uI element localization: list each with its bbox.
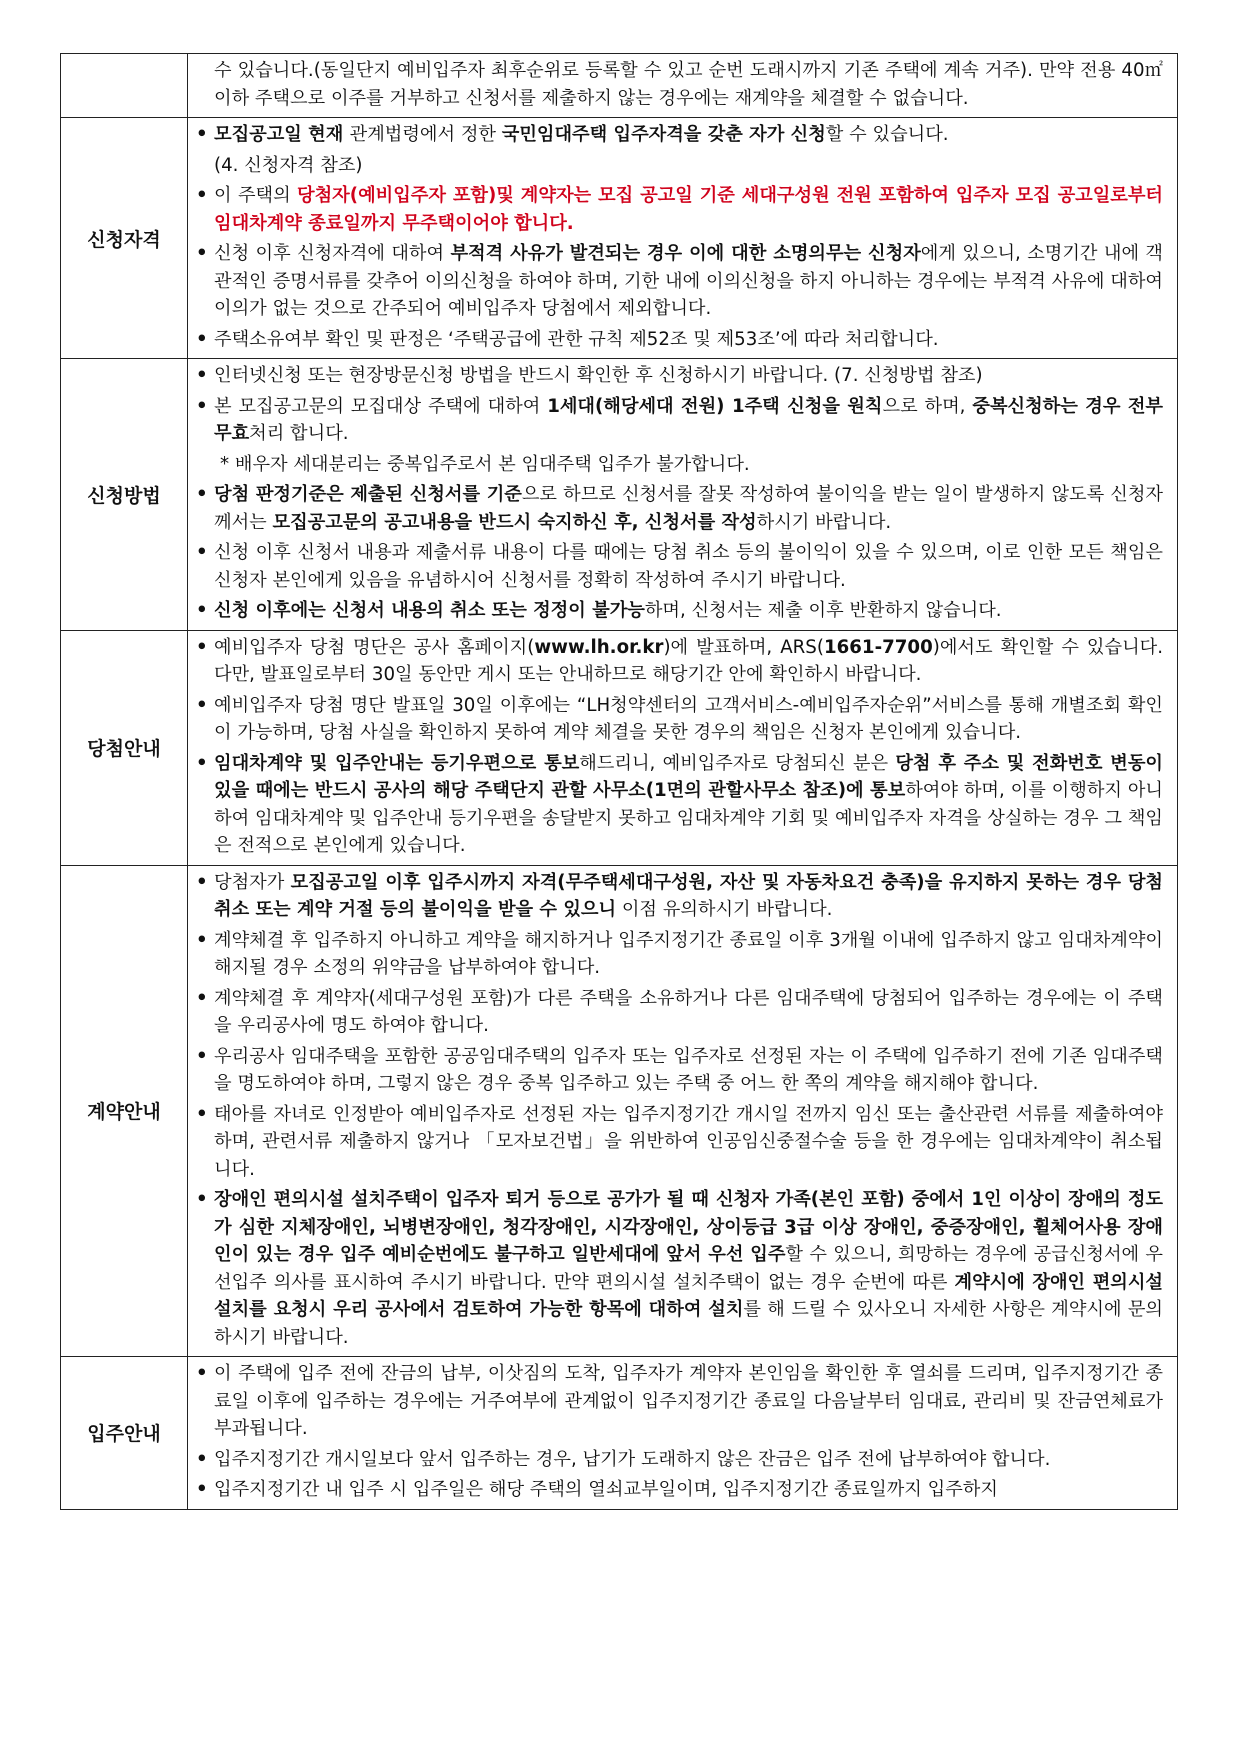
bullet-item [194,1043,1163,1098]
text-segment: 인터넷신청 또는 현장방문신청 방법을 반드시 확인한 후 신청하시기 바랍니다. (7. 신청방법 참조) [214,365,983,386]
text-segment: 하며, 신청서는 제출 이후 반환하지 않습니다. [644,600,1002,621]
text-item [194,152,1163,180]
bullet-item [194,927,1163,982]
text-segment: 신청 이후 신청서 내용과 제출서류 내용이 다를 때에는 당첨 취소 등의 불이익이 있을 수 있으며, 이로 인한 모든 책임은 신청자 본인에게 있음을 유념하시어 신청서를 정확히 작성하여 주시기 바랍니다. [214,542,1163,591]
text-segment: 모집공고일 현재 [214,124,350,145]
text-segment: 수 있습니다.(동일단지 예비입주자 최후순위로 등록할 수 있고 순번 도래시까지 기존 주택에 계속 거주). 만약 전용 40㎡이하 주택으로 이주를 거부하고 신청서를 제출하지 않는 경우에는 재계약을 체결할 수 없습니다. [214,60,1163,109]
text-segment: 태아를 자녀로 인정받아 예비입주자로 선정된 자는 입주지정기간 개시일 전까지 임신 또는 출산관련 서류를 제출하여야 하며, 관련서류 제출하지 않거나 「모자보건법」을 위반하여 인공임신중절수술 등을 한 경우에는 임대차계약이 취소됩니다. [214,1103,1163,1180]
text-segment: 하여야 하며, 이를 이행하지 아니하여 임대차계약 및 입주안내 등기우편을 송달받지 못하고 임대차계약 기회 및 예비입주자 자격을 상실하는 경우 그 책임은 전적으로 본인에게 있습니다. [214,780,1164,856]
notice-table [60,53,1178,1510]
text-segment: 하시기 바랍니다. [756,511,892,533]
text-segment: 계약체결 후 입주하지 아니하고 계약을 해지하거나 입주지정기간 종료일 이후 3개월 이내에 입주하지 않고 임대차계약이 해지될 경우 소정의 위약금을 납부하여야 합니다. [214,929,1163,978]
section-label [61,54,188,118]
bullet-item [194,121,1163,149]
bullet-item [194,393,1163,448]
section-label: 계약안내 [61,865,188,1357]
text-segment: 으로 하며, [882,395,973,417]
text-segment: 1세대(해당세대 전원) 1주택 신청을 원칙 [547,395,883,417]
text-segment: 예비입주자 당첨 명단 발표일 30일 이후에는 “LH청약센터의 고객서비스-예비입주자순위”서비스를 통해 개별조회 확인이 가능하며, 당첨 사실을 확인하지 못하여 계약 체결을 못한 경우의 책임은 신청자 본인에게 있습니다. [214,694,1163,743]
text-segment: )에 발표하며, ARS( [663,636,824,658]
bullet-item [194,1476,1163,1504]
text-segment: 중복신청하는 경우 전부 무효 [214,395,1163,444]
text-segment: 으로 하므로 신청서를 잘못 작성하여 불이익을 받는 일이 발생하지 않도록 신청자께서는 [214,484,1163,533]
text-segment: 신청 이후에는 신청서 내용의 취소 또는 정정이 불가능 [214,600,645,621]
text-segment: 모집공고문의 공고내용을 반드시 숙지하신 후, 신청서를 작성 [272,511,757,533]
bullet-item [194,634,1163,689]
section-label: 당첨안내 [61,630,188,865]
section-content [188,118,1178,359]
text-segment: 이점 유의하시기 바랍니다. [616,899,833,920]
text-segment: 당첨 판정기준은 제출된 신청서를 기준 [214,484,522,505]
text-segment: 국민임대주택 입주자격을 갖춘 자가 신청 [501,124,826,145]
bullet-item [194,750,1163,860]
bullet-item [194,869,1163,924]
text-segment: 임대차계약 및 입주안내는 등기우편으로 통보 [214,752,580,774]
section-label: 신청방법 [61,359,188,631]
bullet-item [194,1101,1163,1184]
text-segment: 본 모집공고문의 모집대상 주택에 대하여 [214,395,548,417]
section-label: 입주안내 [61,1357,188,1510]
text-segment: 해드리니, 예비입주자로 당첨되신 분은 [579,752,896,774]
text-segment: www.lh.or.kr [534,636,664,658]
section-content [188,54,1178,118]
text-segment: (4. 신청자격 참조) [214,154,363,176]
section-label: 신청자격 [61,118,188,359]
text-segment: )에서도 확인할 수 있습니다. 다만, 발표일로부터 30일 동안만 게시 또는 안내하므로 해당기간 안에 확인하시 바랍니다. [214,636,1163,685]
section-row [61,1357,1178,1510]
text-segment: 를 해 드릴 수 있사오니 자세한 사항은 계약시에 문의하시기 바랍니다. [214,1299,1163,1348]
bullet-item [194,692,1163,747]
text-segment: 처리 합니다. [249,423,349,444]
text-segment: 당첨자(예비입주자 포함)및 계약자는 모집 공고일 기준 세대구성원 전원 포함하여 입주자 모집 공고일로부터 임대차계약 종료일까지 무주택이어야 합니다. [214,185,1163,234]
text-segment: 우리공사 임대주택을 포함한 공공임대주택의 입주자 또는 입주자로 선정된 자는 이 주택에 입주하기 전에 기존 임대주택을 명도하여야 하며, 그렇지 않은 경우 중복 입주하고 있는 주택 중 어느 한 쪽의 계약을 해지해야 합니다. [214,1045,1163,1094]
bullet-item [194,1446,1163,1474]
bullet-item [194,362,1163,390]
bullet-item [194,182,1163,237]
section-row [61,54,1178,118]
text-segment: 입주지정기간 개시일보다 앞서 입주하는 경우, 납기가 도래하지 않은 잔금은 입주 전에 납부하여야 합니다. [214,1448,1051,1470]
text-segment: 할 수 있습니다. [825,124,949,145]
bullet-item [194,597,1163,625]
section-row [61,865,1178,1357]
text-segment: 부적격 사유가 발견되는 경우 이에 대한 소명의무는 신청자 [450,243,921,264]
section-content [188,630,1178,865]
text-segment: 모집공고일 이후 입주시까지 자격(무주택세대구성원, 자산 및 자동차요건 충족)을 유지하지 못하는 경우 당첨 취소 또는 계약 거절 등의 불이익을 받을 수 있으니 [214,871,1163,920]
text-segment: 계약시에 장애인 편의시설 설치를 요청시 우리 공사에서 검토하여 가능한 항목에 대하여 설치 [214,1271,1163,1320]
text-segment: 예비입주자 당첨 명단은 공사 홈페이지( [214,636,535,658]
bullet-item [194,326,1163,354]
section-row [61,118,1178,359]
text-segment: 당첨 후 주소 및 전화번호 변동이 있을 때에는 반드시 공사의 해당 주택단지 관할 사무소(1면의 관할사무소 참조)에 통보 [214,752,1164,801]
text-segment: 계약체결 후 계약자(세대구성원 포함)가 다른 주택을 소유하거나 다른 임대주택에 당첨되어 입주하는 경우에는 이 주택을 우리공사에 명도 하여야 합니다. [214,987,1163,1036]
bullet-item [194,1360,1163,1443]
text-segment: 장애인 편의시설 설치주택이 입주자 퇴거 등으로 공가가 될 때 신청자 가족(본인 포함) 중에서 1인 이상이 장애의 정도가 심한 지체장애인, 뇌병변장애인, 청각장애인, 시각장애인, 상이등급 3급 이상 장애인, 중증장애인, 휠체어사용 장애인이 있는 경우 입주 예비순번에도 불구하고 일반세대에 앞서 우선 입주 [214,1189,1163,1265]
text-segment: 관계법령에서 정한 [349,124,502,145]
section-content [188,1357,1178,1510]
bullet-item [194,481,1163,536]
note-item [194,451,1163,479]
text-segment: 이 주택의 [214,185,298,206]
bullet-item [194,985,1163,1040]
section-row [61,359,1178,631]
section-content [188,865,1178,1357]
text-item [194,57,1163,112]
text-segment: 신청 이후 신청자격에 대하여 [214,243,451,264]
text-segment: 당첨자가 [214,871,291,893]
section-content [188,359,1178,631]
text-segment: 입주지정기간 내 입주 시 입주일은 해당 주택의 열쇠교부일이며, 입주지정기간 종료일까지 입주하지 [214,1479,998,1500]
text-segment: 이 주택에 입주 전에 잔금의 납부, 이삿짐의 도착, 입주자가 계약자 본인임을 확인한 후 열쇠를 드리며, 입주지정기간 종료일 이후에 입주하는 경우에는 거주여부에 관계없이 입주지정기간 종료일 다음날부터 임대료, 관리비 및 잔금연체료가 부과됩니다. [214,1363,1163,1439]
bullet-item [194,1186,1163,1351]
text-segment: 에게 있으니, 소명기간 내에 객관적인 증명서류를 갖추어 이의신청을 하여야 하며, 기한 내에 이의신청을 하지 아니하는 경우에는 부적격 사유에 대하여 이의가 없는 것으로 간주되어 예비입주자 당첨에서 제외합니다. [214,243,1163,319]
text-segment: 1661-7700 [823,636,933,658]
bullet-item [194,240,1163,323]
section-row [61,630,1178,865]
text-segment: 할 수 있으니, 희망하는 경우에 공급신청서에 우선입주 의사를 표시하여 주시기 바랍니다. 만약 편의시설 설치주택이 없는 경우 순번에 따른 [214,1244,1163,1293]
text-segment: * 배우자 세대분리는 중복입주로서 본 임대주택 입주가 불가합니다. [220,453,750,475]
text-segment: 주택소유여부 확인 및 판정은 ‘주택공급에 관한 규칙 제52조 및 제53조’에 따라 처리합니다. [214,328,939,350]
bullet-item [194,539,1163,594]
